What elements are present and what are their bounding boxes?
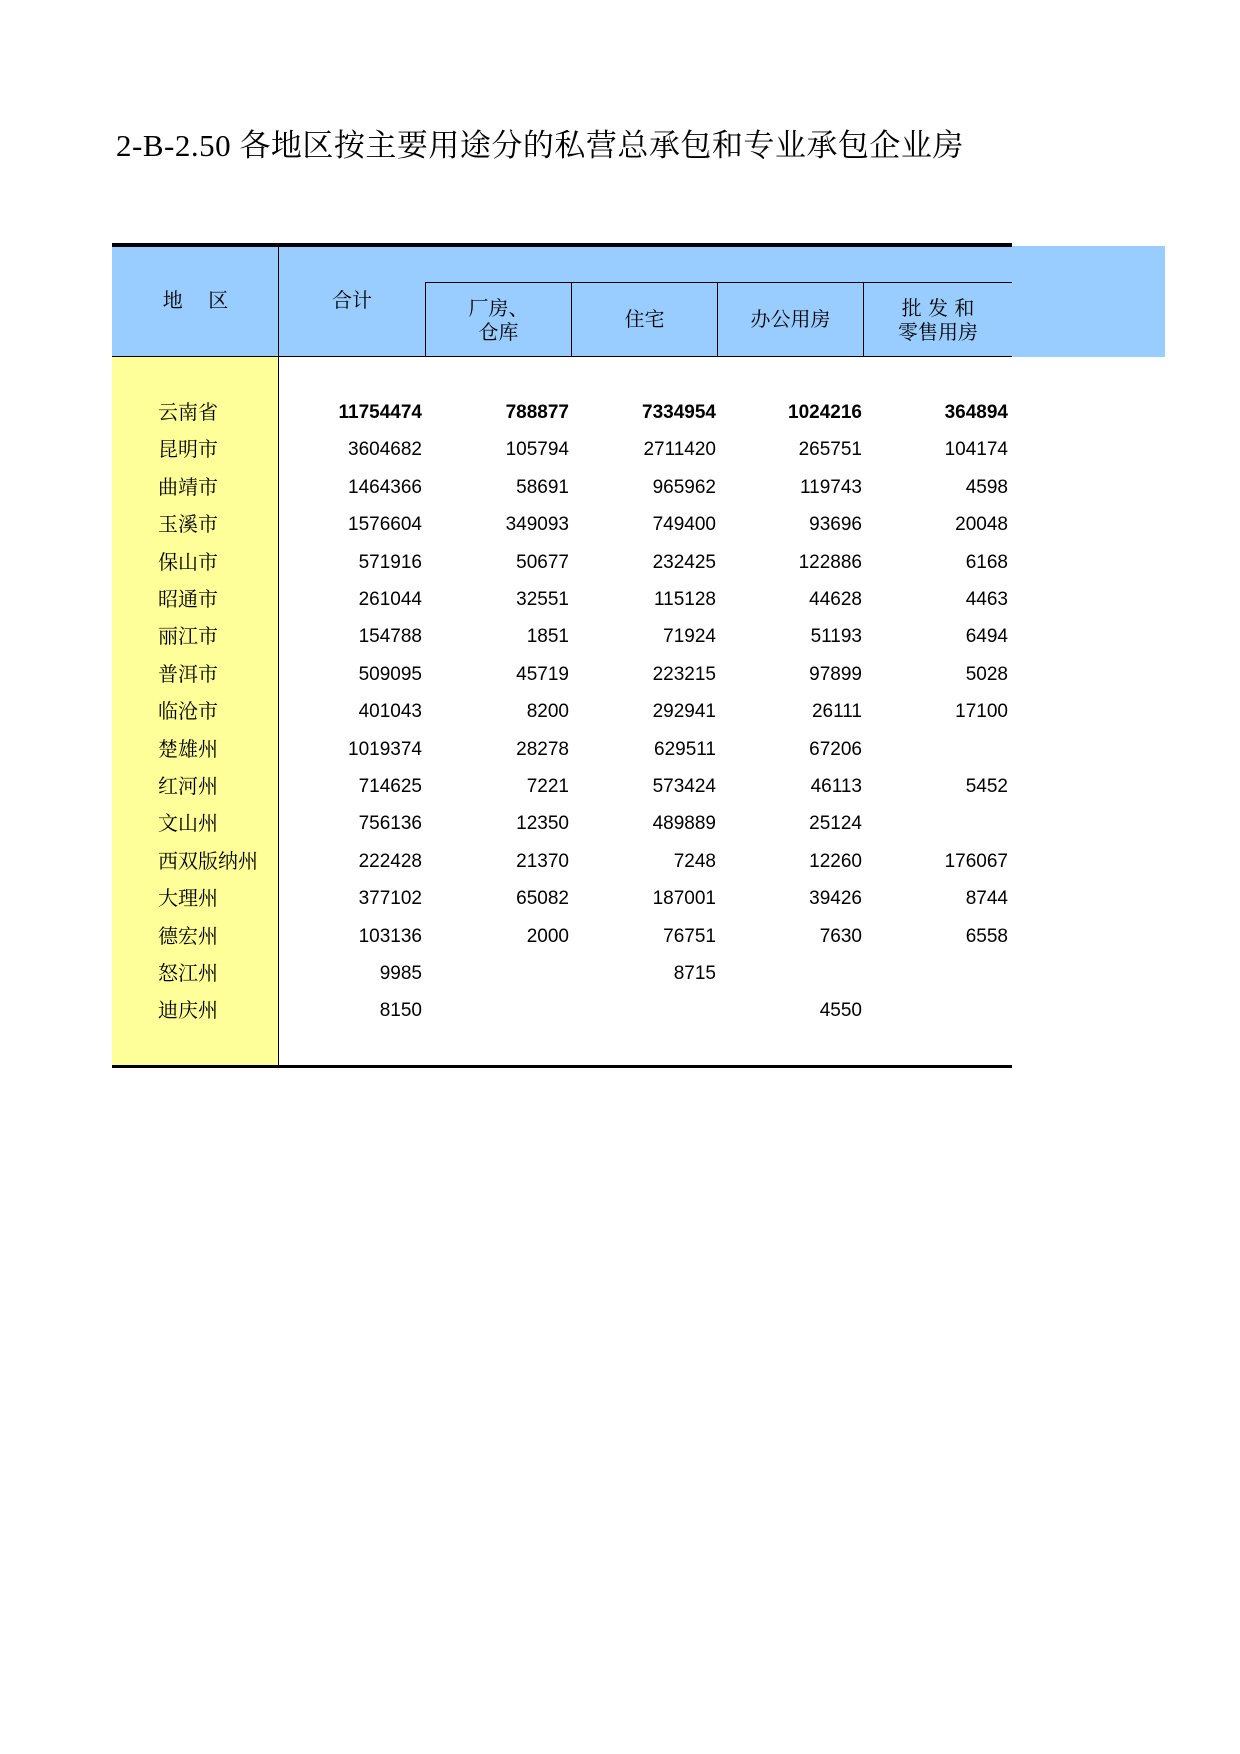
header-bottom-rule (112, 356, 1012, 357)
table-row (112, 431, 1012, 468)
cell-total: 756136 (358, 813, 422, 835)
cell-residential: 7334954 (642, 402, 716, 423)
region-name: 云南省 (158, 400, 218, 424)
table-row (112, 506, 1012, 543)
cell-factory: 2000 (526, 925, 569, 947)
header-total: 合计 (332, 288, 372, 312)
region-name: 昭通市 (158, 587, 218, 611)
cell-residential: 629511 (654, 738, 716, 760)
cell-factory: 32551 (516, 589, 569, 610)
cell-factory: 788877 (505, 402, 569, 423)
cell-office: 4550 (819, 1000, 862, 1022)
region-name: 玉溪市 (158, 512, 218, 537)
table-row (112, 618, 1012, 655)
table-row (112, 843, 1012, 880)
cell-residential: 223215 (652, 663, 716, 685)
cell-retail: 104174 (944, 439, 1008, 461)
cell-factory: 1851 (526, 626, 569, 648)
cell-total: 3604682 (348, 439, 422, 461)
cell-office: 122886 (798, 551, 862, 573)
page-title: 2-B-2.50 各地区按主要用途分的私营总承包和专业承包企业房 (116, 128, 964, 163)
cell-factory: 349093 (505, 514, 569, 536)
header-factory (426, 296, 571, 344)
region-name: 西双版纳州 (158, 848, 258, 873)
cell-office: 7630 (819, 925, 862, 947)
cell-office: 44628 (809, 589, 862, 610)
cell-office: 25124 (809, 813, 862, 835)
region-name: 昆明市 (158, 437, 218, 462)
cell-residential: 76751 (663, 925, 716, 947)
cell-residential: 965962 (652, 476, 716, 498)
header-factory-line1: 厂房、 (468, 296, 529, 320)
table-top-rule (112, 243, 1012, 247)
cell-residential: 489889 (652, 813, 716, 835)
cell-factory: 8200 (526, 701, 569, 723)
cell-retail: 6168 (965, 551, 1008, 573)
header-region: 地 区 (162, 288, 229, 312)
cell-total: 714625 (358, 776, 422, 797)
cell-factory: 45719 (516, 663, 569, 685)
cell-residential: 2711420 (643, 439, 716, 461)
table-row (112, 394, 1012, 431)
cell-factory: 50677 (516, 551, 569, 573)
cell-retail: 8744 (965, 888, 1008, 910)
region-name: 楚雄州 (158, 736, 218, 761)
cell-factory: 105794 (505, 439, 569, 461)
header-office: 办公用房 (750, 307, 831, 331)
cell-retail: 4463 (965, 589, 1008, 610)
cell-office: 119743 (800, 476, 862, 498)
region-name: 曲靖市 (158, 474, 218, 499)
cell-office: 39426 (809, 888, 862, 910)
table-row (112, 469, 1012, 506)
region-name: 临沧市 (158, 699, 218, 724)
table-row (112, 805, 1012, 842)
cell-office: 93696 (809, 514, 862, 536)
table-row (112, 768, 1012, 805)
cell-total: 8150 (379, 1000, 422, 1022)
cell-factory: 58691 (516, 476, 569, 498)
table-row (112, 656, 1012, 693)
cell-office: 12260 (809, 850, 862, 872)
table-row (112, 581, 1012, 618)
region-name: 德宏州 (158, 923, 218, 948)
cell-total: 571916 (358, 551, 422, 573)
table-row (112, 731, 1012, 768)
cell-factory: 28278 (516, 738, 569, 760)
cell-factory: 65082 (516, 888, 569, 910)
cell-total: 1019374 (348, 738, 422, 760)
cell-retail: 6558 (965, 925, 1008, 947)
cell-office: 46113 (810, 776, 862, 797)
region-name: 文山州 (158, 811, 218, 836)
cell-residential: 7248 (673, 850, 716, 872)
cell-residential: 232425 (652, 551, 716, 573)
cell-factory: 21370 (516, 850, 569, 872)
cell-residential: 749400 (652, 514, 716, 536)
cell-residential: 573424 (652, 776, 716, 797)
cell-office: 26111 (811, 701, 862, 723)
cell-office: 51193 (810, 626, 862, 648)
cell-retail: 17100 (955, 701, 1008, 723)
cell-total: 1576604 (348, 514, 422, 536)
table-row (112, 992, 1012, 1029)
subheader-rule (425, 282, 1012, 283)
cell-retail: 5452 (965, 776, 1008, 797)
cell-total: 509095 (358, 663, 422, 685)
cell-office: 97899 (809, 663, 862, 685)
cell-total: 401043 (358, 701, 422, 723)
cell-factory: 7221 (526, 776, 569, 797)
cell-residential: 71924 (663, 626, 716, 648)
cell-retail: 6494 (965, 626, 1008, 648)
cell-total: 154788 (358, 626, 422, 648)
region-name: 大理州 (158, 886, 218, 911)
cell-factory: 12350 (516, 813, 569, 835)
table-row (112, 544, 1012, 581)
cell-total: 222428 (358, 850, 422, 872)
region-name: 迪庆州 (158, 998, 218, 1023)
cell-residential: 115128 (654, 589, 716, 610)
table-bottom-rule (112, 1065, 1012, 1068)
header-retail-line2: 零售用房 (898, 320, 978, 344)
table-row (112, 693, 1012, 730)
cell-residential: 187001 (652, 888, 716, 910)
cell-total: 9985 (379, 963, 422, 984)
table-row (112, 880, 1012, 917)
cell-office: 67206 (809, 738, 862, 760)
cell-total: 11754474 (338, 402, 422, 423)
cell-total: 103136 (358, 925, 422, 947)
region-name: 丽江市 (158, 624, 218, 649)
region-name: 保山市 (158, 549, 218, 574)
cell-retail: 20048 (955, 514, 1008, 536)
region-name: 普洱市 (158, 661, 218, 686)
header-factory-line2: 仓库 (478, 320, 519, 344)
cell-office: 265751 (798, 439, 862, 461)
table-row (112, 955, 1012, 992)
table-row (112, 918, 1012, 955)
region-name: 怒江州 (158, 961, 218, 985)
header-retail-line1: 批 发 和 (901, 296, 975, 320)
header-residential: 住宅 (624, 307, 665, 331)
cell-total: 377102 (358, 888, 422, 910)
cell-retail: 364894 (944, 402, 1008, 423)
header-retail (864, 296, 1012, 344)
cell-office: 1024216 (788, 402, 862, 423)
cell-total: 1464366 (348, 476, 422, 498)
cell-retail: 4598 (965, 476, 1008, 498)
cell-residential: 8715 (673, 963, 716, 984)
cell-residential: 292941 (652, 701, 716, 723)
region-name: 红河州 (158, 774, 218, 798)
cell-total: 261044 (358, 589, 422, 610)
cell-retail: 176067 (944, 850, 1008, 872)
cell-retail: 5028 (965, 663, 1008, 685)
